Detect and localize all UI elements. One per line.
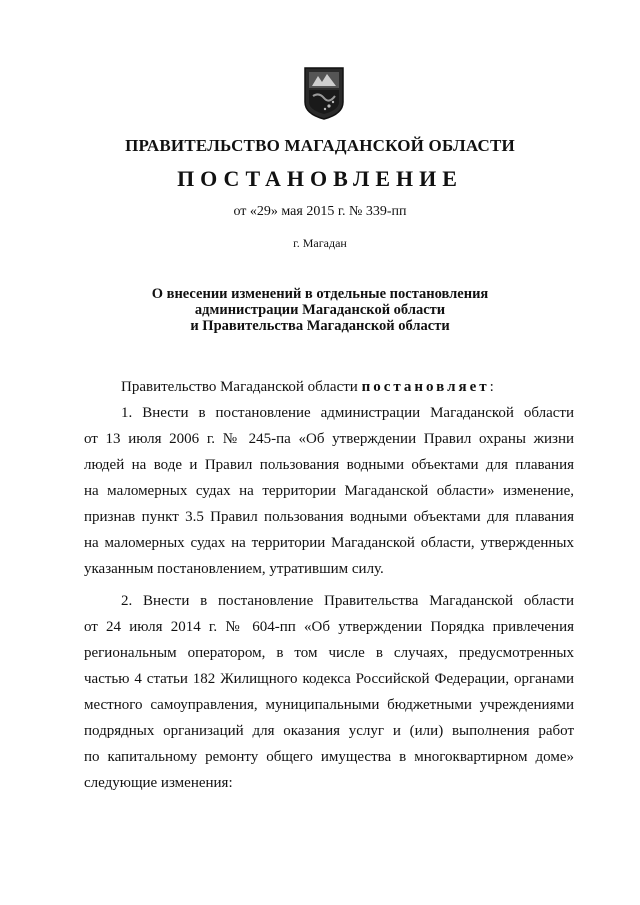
paragraph-line: следующие изменения: bbox=[84, 775, 233, 791]
paragraph-line: на маломерных судах на территории Магаданской области, утвержденных bbox=[84, 535, 574, 551]
paragraph-line: 1. Внести в постановление администрации Магаданской области bbox=[121, 405, 574, 421]
paragraph-line: на маломерных судах на территории Магаданской области» изменение, bbox=[84, 483, 574, 499]
item-1 bbox=[84, 400, 574, 582]
preamble bbox=[84, 374, 574, 400]
document-city: г. Магадан bbox=[293, 236, 347, 250]
paragraph-line: признав пункт 3.5 Правил пользования водными объектами для плавания bbox=[84, 509, 574, 525]
coat-of-arms-emblem bbox=[303, 66, 345, 120]
paragraph-line: людей на воде и Правил пользования водными объектами для плавания bbox=[84, 457, 574, 473]
document-type: ПОСТАНОВЛЕНИЕ bbox=[177, 166, 463, 191]
title-line: О внесении изменений в отдельные постановления bbox=[151, 286, 489, 302]
title-line: и Правительства Магаданской области bbox=[190, 318, 450, 334]
title-line: администрации Магаданской области bbox=[194, 302, 446, 318]
paragraph-line: региональным оператором, в том числе в случаях, предусмотренных bbox=[84, 645, 574, 661]
government-name: ПРАВИТЕЛЬСТВО МАГАДАНСКОЙ ОБЛАСТИ bbox=[125, 136, 515, 155]
paragraph-line: подрядных организаций для оказания услуг и (или) выполнения работ bbox=[84, 723, 574, 739]
document-date-number: от «29» мая 2015 г. № 339-пп bbox=[233, 204, 407, 219]
paragraph-line: от 24 июля 2014 г. № 604-пп «Об утверждении Порядка привлечения bbox=[84, 619, 574, 635]
preamble-colon: : bbox=[489, 379, 494, 395]
paragraph-line: от 13 июля 2006 г. № 245-па «Об утверждении Правил охраны жизни bbox=[84, 431, 574, 447]
document-title bbox=[0, 286, 640, 334]
preamble-keyword: постановляет bbox=[361, 379, 490, 395]
paragraph-line: 2. Внести в постановление Правительства Магаданской области bbox=[121, 593, 574, 609]
paragraph-line: указанным постановлением, утратившим силу. bbox=[84, 561, 384, 577]
paragraph-line: местного самоуправления, муниципальными бюджетными учреждениями bbox=[84, 697, 574, 713]
document-body bbox=[84, 374, 574, 796]
shield-icon bbox=[303, 66, 345, 120]
item-2 bbox=[84, 588, 574, 796]
preamble-text: Правительство Магаданской области bbox=[121, 379, 362, 395]
paragraph-line: частью 4 статьи 182 Жилищного кодекса Российской Федерации, органами bbox=[84, 671, 574, 687]
paragraph-line: по капитальному ремонту общего имущества в многоквартирном доме» bbox=[84, 749, 574, 765]
